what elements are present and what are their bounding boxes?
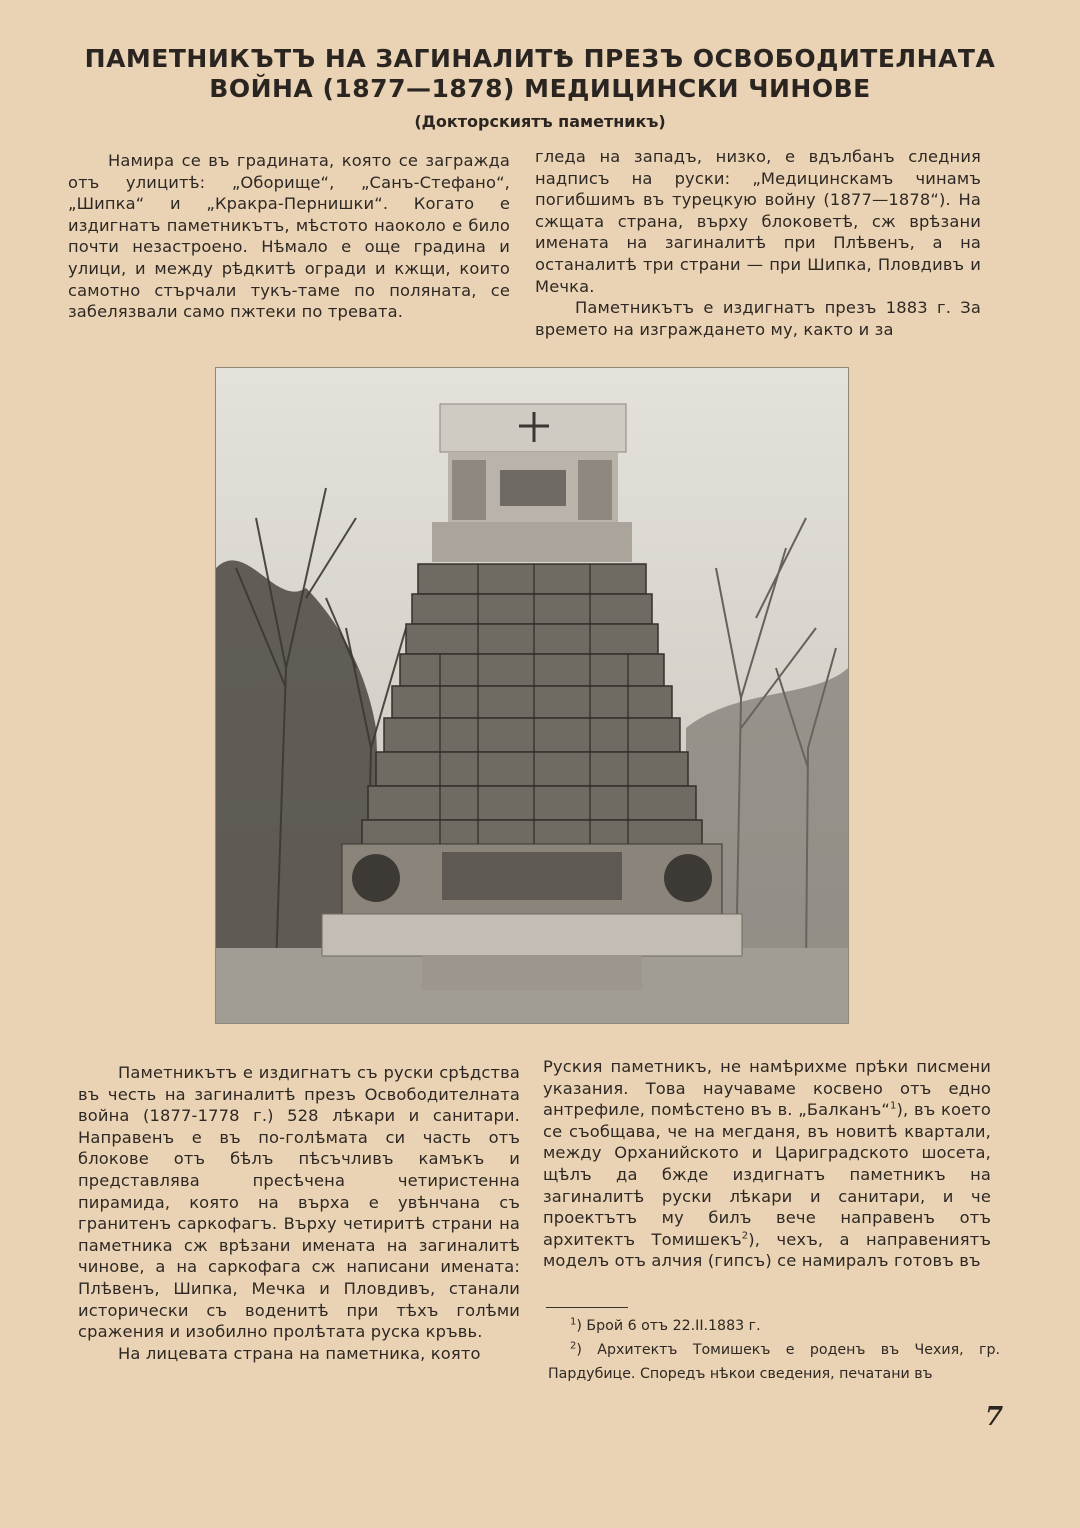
article-subtitle: (Докторскиятъ паметникъ)	[414, 112, 666, 131]
footnote-text: ) Брой 6 отъ 22.II.1883 г.	[576, 1318, 761, 1334]
column-bottom-right	[543, 1056, 991, 1272]
footnote-2	[548, 1338, 1000, 1386]
footnote-text: ) Архитектъ Томишекъ е роденъ въ Чехия, гр. Пардубице. Споредъ нѣкои сведения, печатани въ	[548, 1342, 1000, 1382]
footnote-marker: 2	[570, 1340, 577, 1352]
monument-illustration	[216, 368, 848, 1023]
article-title	[60, 44, 1020, 104]
footnote-marker: 1	[570, 1316, 577, 1328]
paragraph: Паметникътъ е издигнатъ съ руски срѣдства въ честь на загиналитѣ презъ Освободителната война (1877-1778 г.) 528 лѣкари и санитари. Направенъ е въ по-голѣмата си часть отъ блокове отъ бѣлъ пѣсъчливъ камъкъ и представлява пресѣчена четиристенна пирамида, която на върха е увѣнчана съ гранитенъ саркофагъ. Върху четиритѣ страни на паметника сж врѣзани имената на загиналитѣ чинове, а на саркофага сж написани имената: Плѣвенъ, Шипка, Мечка и Пловдивъ, станали исторически съ воденитѣ при тѣхъ голѣми сражения и изобилно пролѣтата руска кръвь.	[78, 1063, 520, 1342]
column-top-left	[68, 150, 510, 323]
paragraph-text: ), чехъ, а направениятъ моделъ отъ алчия (гипсъ) се намиралъ готовъ въ	[543, 1229, 991, 1271]
footnote-ref-1: 1	[890, 1100, 897, 1112]
monument-photo	[215, 367, 849, 1024]
footnote-divider	[546, 1307, 628, 1308]
page-number: 7	[985, 1402, 1004, 1432]
paragraph: Паметникътъ е издигнатъ презъ 1883 г. За времето на изграждането му, както и за	[535, 298, 981, 339]
title-line-2: ВОЙНА (1877—1878) МЕДИЦИНСКИ ЧИНОВЕ	[209, 74, 871, 103]
paragraph: Намира се въ градината, която се загражда отъ улицитѣ: „Оборище“, „Санъ-Стефано“, „Шипка“ и „Кракра-Пернишки“. Когато е издигнатъ паметникътъ, мѣстото наоколо е било почти незастроено. Нѣмало е още градина и улици, и между рѣдкитѣ огради и кжщи, които самотно стърчали тукъ-таме по поляната, се забелязвали само пжтеки по тревата.	[68, 151, 510, 322]
paragraph: гледа на западъ, низко, е вдълбанъ следния надписъ на руски: „Медицинскамъ чинамъ погибшимъ въ турецкую войну (1877—1878“). На сжщата страна, върху блоковетѣ, сж врѣзани имената на загиналитѣ при Плѣвенъ, а на останалитѣ три страни — при Шипка, Пловдивъ и Мечка.	[535, 147, 981, 296]
footnote-ref-2: 2	[741, 1230, 749, 1242]
title-line-1: ПАМЕТНИКЪТЪ НА ЗАГИНАЛИТѢ ПРЕЗЪ ОСВОБОДИТЕЛНАТА	[84, 44, 996, 73]
paragraph-text: Руския паметникъ, не намѣрихме прѣки писмени указания. Това научаваме косвено отъ едно антрефиле, помѣстено въ в. „Балканъ“	[543, 1057, 991, 1120]
footnote-1	[548, 1314, 1000, 1338]
paragraph: На лицевата страна на паметника, която	[118, 1343, 481, 1363]
paragraph	[543, 1056, 991, 1272]
column-bottom-left	[78, 1062, 520, 1364]
paragraph-text: ), въ което се съобщава, че на мегданя, въ новитѣ квартали, между Орханийското и Цариградското шосета, щѣлъ да бжде издигнатъ паметникъ на загиналитѣ руски лѣкари и санитари, и че проектътъ му билъ вече направенъ отъ архитектъ Томишекъ	[543, 1100, 991, 1249]
column-top-right	[535, 146, 981, 340]
